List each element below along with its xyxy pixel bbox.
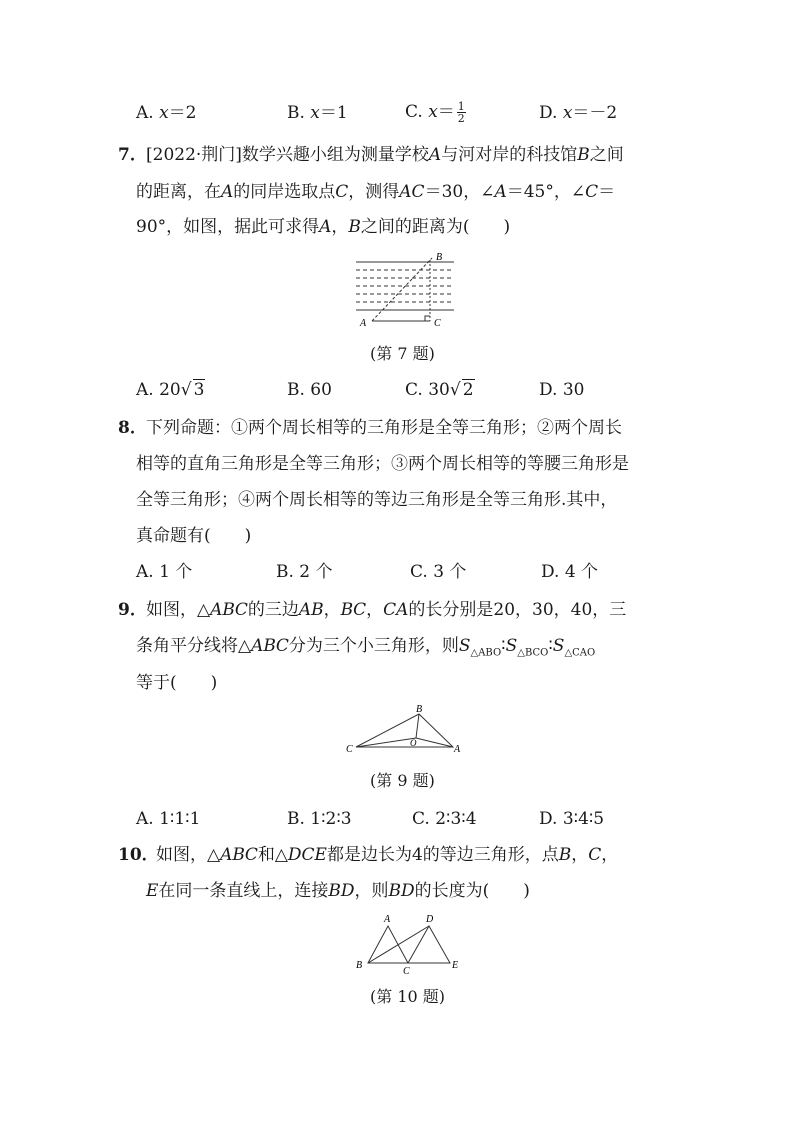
q7-option-b[interactable]: B. 60	[287, 380, 332, 400]
q10-figure	[350, 910, 470, 976]
q7-line-1: [2022·荆门]数学兴趣小组为测量学校𝐴与河对岸的科技馆𝐵之间	[146, 145, 624, 165]
q7-option-a[interactable]: A. 20√ 3	[136, 380, 205, 400]
q7-option-a-radicand: 3	[193, 380, 205, 400]
q7-caption: (第 7 题)	[370, 344, 435, 363]
q10-segment-bd	[368, 926, 429, 963]
q7-number: 7．	[118, 145, 147, 165]
q10-label-a: A	[384, 914, 391, 925]
q7-line-3: 90°，如图，据此可求得𝐴，𝐵之间的距离为( )	[136, 217, 511, 237]
q9-line-2	[136, 638, 595, 661]
q9-triangle-abc	[356, 714, 453, 747]
q7-segment-ab	[372, 258, 432, 321]
q10-line-1: 如图，△𝐴𝐵𝐶和△𝐷𝐶𝐸都是边长为4的等边三角形，点𝐵，𝐶，	[156, 845, 619, 865]
q9-number: 9．	[118, 600, 147, 620]
q10-label-e: E	[452, 960, 459, 971]
q10-caption: (第 10 题)	[370, 987, 446, 1006]
q9-option-a[interactable]: A. 1∶1∶1	[136, 809, 201, 829]
q6-option-c-fraction: $\frac{1}{2}$	[457, 100, 465, 125]
q8-option-d[interactable]: D. 4 个	[541, 562, 599, 582]
q9-bisector-b	[416, 714, 419, 738]
q9-caption: (第 9 题)	[370, 771, 435, 790]
q7-label-c: C	[434, 318, 441, 329]
q10-number: 10．	[118, 845, 159, 865]
q8-line-4: 真命题有( )	[136, 526, 252, 546]
q7-line-2: 的距离，在𝐴的同岸选取点𝐶，测得𝐴𝐶＝30，∠𝐴＝45°，∠𝐶＝	[136, 182, 616, 202]
q10-line-2: 𝐸在同一条直线上，连接𝐵𝐷，则𝐵𝐷的长度为( )	[146, 881, 530, 901]
q10-triangle-abc	[368, 926, 408, 963]
q8-option-c[interactable]: C. 3 个	[410, 562, 467, 582]
q8-line-3: 全等三角形；④两个周长相等的等边三角形是全等三角形.其中，	[136, 490, 618, 510]
q10-triangle-dce	[408, 926, 450, 963]
q7-option-c-radicand: 2	[462, 380, 474, 400]
q9-label-o: O	[410, 738, 417, 748]
q9-option-c[interactable]: C. 2∶3∶4	[412, 809, 477, 829]
q9-line-2-text: 条角平分线将△𝐴𝐵𝐶分为三个小三角形，则	[136, 636, 459, 656]
q8-line-1: 下列命题：①两个周长相等的三角形是全等三角形；②两个周长	[146, 418, 622, 438]
q9-area-ratio: 𝑆$_{\triangle ABO}$∶𝑆$_{\triangle BCO}$∶𝑆$_{\triangle CAO}$	[458, 636, 596, 659]
q9-option-b[interactable]: B. 1∶2∶3	[287, 809, 352, 829]
q6-option-b[interactable]: B. 𝑥＝1	[287, 103, 348, 123]
q7-label-b: B	[436, 252, 443, 263]
q8-number: 8．	[118, 418, 147, 438]
q6-option-a[interactable]: A. 𝑥＝2	[136, 103, 197, 123]
q9-label-c: C	[346, 744, 353, 755]
q7-label-a: A	[360, 318, 367, 329]
q6-option-c[interactable]	[405, 101, 466, 124]
q7-option-d[interactable]: D. 30	[539, 380, 585, 400]
q9-line-3: 等于( )	[136, 673, 218, 693]
q10-label-d: D	[426, 914, 434, 925]
q10-label-c: C	[403, 966, 410, 976]
q7-option-c-label: C. 30	[405, 380, 450, 400]
q7-option-a-label: A. 20	[136, 380, 181, 400]
q8-line-2: 相等的直角三角形是全等三角形；③两个周长相等的等腰三角形是	[136, 454, 629, 474]
q9-label-b: B	[416, 704, 423, 715]
q8-option-b[interactable]: B. 2 个	[276, 562, 333, 582]
q9-bisector-a	[416, 738, 453, 747]
q6-option-c-label: C. 𝑥＝	[405, 102, 455, 122]
q9-option-d[interactable]: D. 3∶4∶5	[539, 809, 605, 829]
q8-option-a[interactable]: A. 1 个	[136, 562, 193, 582]
q6-option-d[interactable]: D. 𝑥＝－2	[539, 103, 618, 123]
q7-figure	[350, 250, 460, 330]
q7-right-angle-mark	[425, 316, 430, 321]
q9-label-a: A	[454, 744, 461, 755]
q10-label-b: B	[356, 960, 363, 971]
q9-line-1: 如图，△𝐴𝐵𝐶的三边𝐴𝐵，𝐵𝐶，𝐶𝐴的长分别是20，30，40，三	[146, 600, 627, 620]
q9-figure	[340, 700, 470, 760]
q7-option-c[interactable]: C. 30√ 2	[405, 380, 474, 400]
